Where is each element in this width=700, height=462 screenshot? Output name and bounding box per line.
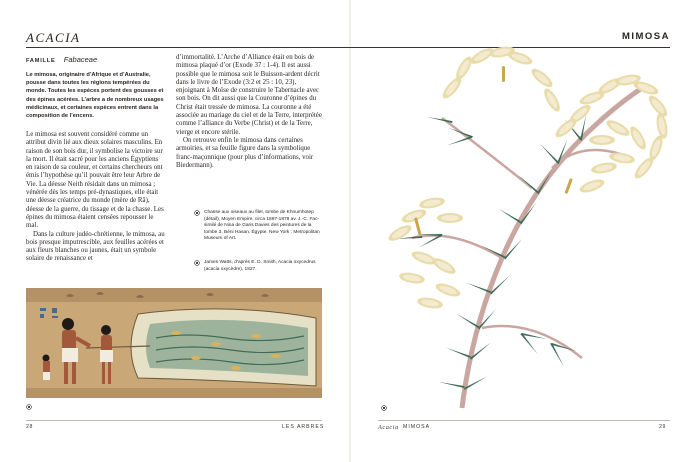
book-gutter (349, 0, 351, 462)
caption-fresco: Chasse aux oiseaux au filet, tombe de Khnumhotep (détail), Moyen Empire, circa 1897-1878 av. J.-C. Fac-similé de Nina de Garis Davies des peintures de la tombe 3, Béni Hasan, Égypte. New York : Metropolitan Museum of Art. (204, 210, 320, 241)
page-number-right: 29 (659, 424, 666, 430)
egyptian-fresco-image (26, 288, 322, 398)
caption-illustration: James Watts, d’après E. D. Smith, Acacia oxycedrus (acacia oxycèdre), 1827. (204, 260, 316, 272)
caption-marker-icon (194, 210, 200, 216)
body-column-left (26, 131, 166, 264)
footer-rule-left (26, 420, 322, 421)
running-footer-genus: Acacia (378, 424, 399, 431)
family-label: FAMILLE (26, 58, 56, 64)
body-column-right (176, 54, 322, 170)
body-paragraph: d’immortalité. L’Arche d’Alliance était en bois de mimosa plaqué d’or (Exode 37 : 1-4). Il est aussi possible que le mimosa soit le Buisson-ardent décrit dans le livre de l’Exode (3:2 et 25 : 10, 23), enjoignant à Moïse de construire le Tabernacle avec son bois. On dit aussi que la Couronne d’épines du Christ était tressée de mimosa. La couronne a été associée au mariage du ciel et de la Terre, interprétée comme l’alliance du Verbe (Christ) et de la Terre, vierge et encore stérile. (176, 54, 322, 136)
family-row (26, 55, 97, 64)
plate-marker-icon (381, 405, 387, 411)
common-name-title: MIMOSA (621, 31, 670, 42)
caption-marker-icon (194, 260, 200, 266)
page-number-left: 28 (26, 424, 33, 430)
running-footer-book-title: LES ARBRES (282, 424, 325, 430)
body-paragraph: Le mimosa est souvent considéré comme un attribut divin lié aux dieux solaires masculins. En raison de son bois dur, il symbolise la victoire sur la mort. Il était sacré pour les anciens Égyptiens en raison de sa couleur, et certains chercheurs ont émis l’hypothèse qu’il pouvait être leur Arbre de Vie. La déesse Neith résidait dans un mimosa ; vénérée dès les temps pré-dynastiques, elle était une déesse créatrice du monde (mère de Râ), déesse de la guerre, du tissage et de la chasse. Les épines du mimosa étaient censées repousser le mal. (26, 131, 164, 230)
running-footer-common-name: MIMOSA (403, 424, 431, 430)
intro-paragraph: Le mimosa, originaire d’Afrique et d’Australie, pousse dans toutes les régions tempérées du monde. Toutes les espèces portent des gousses et des épines acérées. L’arbre a de nombreux usages médicinaux, et certaines espèces entrent dans la composition de l’encens. (26, 72, 164, 120)
mimosa-botanical-illustration (352, 28, 692, 418)
body-paragraph: On retrouve enfin le mimosa dans certaines armoiries, et sa feuille figure dans la symbolique franc-maçonnique (pour plus d’informations, voir Biedermann). (176, 136, 314, 169)
image-marker-icon (26, 404, 32, 410)
footer-rule-right (378, 420, 670, 421)
genus-title: ACACIA (26, 30, 81, 45)
body-paragraph: Dans la culture judéo-chrétienne, le mimosa, au bois presque imputrescible, aux feuilles acérées et aux fleurs blanches ou jaunes, était un symbole solaire de renaissance et (26, 230, 165, 263)
family-value: Fabaceae (63, 55, 98, 64)
